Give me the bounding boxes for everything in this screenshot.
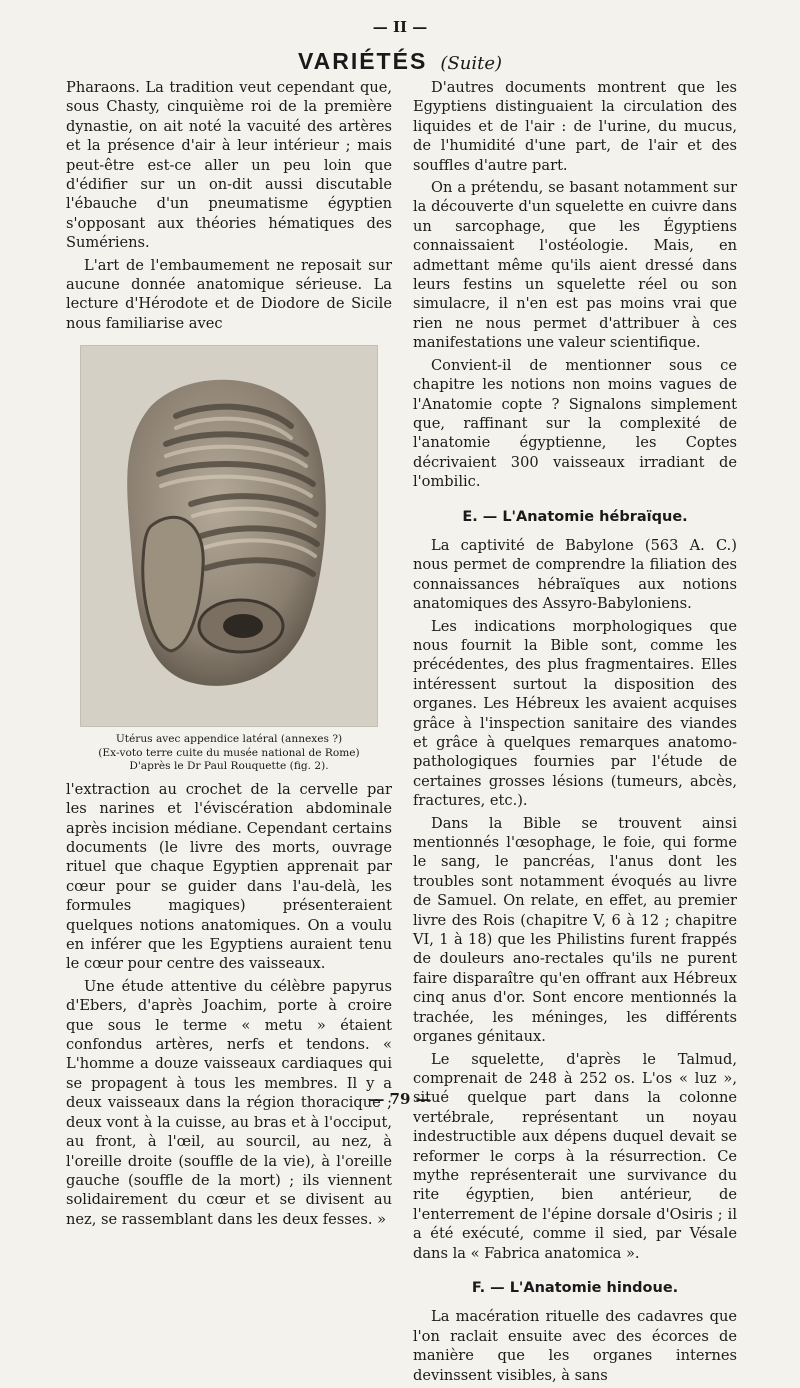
figure-caption — [66, 733, 392, 774]
caption-line: Utérus avec appendice latéral (annexes ?) — [115, 733, 343, 746]
right-column — [413, 78, 737, 1388]
section-subtitle-suite: (Suite) — [440, 53, 503, 74]
paragraph: On a prétendu, se basant notamment sur la découverte d'un squelette en cuivre dans un sarcophage, que les Égyptiens connaissaient l'ostéologie. Mais, en admettant même qu'ils aient dressé dans leurs festins un squelette réel ou son simulacre, il n'en est pas moins vrai que rien ne nous permet d'attribuer à ces manifestations une valeur scientifique. — [413, 179, 737, 352]
section-heading-hindoue: F. — L'Anatomie hindoue. — [471, 1279, 679, 1296]
paragraph: L'art de l'embaumement ne reposait sur aucune donnée anatomique sérieuse. La lecture d'Hérodote et de Diodore de Sicile nous familiarise avec — [66, 256, 392, 332]
paragraph: D'autres documents montrent que les Egyptiens distinguaient la circulation des liquides et de l'air : de l'urine, du mucus, de l'humidité d'une part, de l'air et des souffles d'autre part. — [413, 79, 737, 174]
section-title-varietes: VARIÉTÉS — [297, 48, 428, 74]
paragraph: La captivité de Babylone (563 A. C.) nous permet de comprendre la filiation des connaissances hébraïques aux notions anatomiques des Assyro-Babyloniens. — [413, 536, 737, 613]
paragraph: Convient-il de mentionner sous ce chapitre les notions non moins vagues de l'Anatomie copte ? Signalons simplement que, raffinant sur la complexité de l'anatomie égyptienne, les Coptes décrivaient 300 vaisseaux irradiant de l'ombilic. — [413, 356, 737, 491]
caption-line: D'après le Dr Paul Rouquette (fig. 2). — [129, 760, 329, 773]
page-number-bottom: — 79 — — [369, 1090, 431, 1108]
page-header — [0, 48, 800, 75]
paragraph: La macération rituelle des cadavres que l'on raclait ensuite avec des écorces de manière que les organes internes devinssent visibles, à sans — [413, 1308, 737, 1384]
caption-line: (Ex-voto terre cuite du musée national de Rome) — [98, 746, 360, 759]
paragraph: Pharaons. La tradition veut cependant que, sous Chasty, cinquième roi de la première dynastie, on ait noté la vacuité des artères et la présence d'air à leur intérieur ; mais peut-être est-ce aller un peu loin que d'édifier sur un on-dit aussi discutable l'ébauche d'un pneumatisme égyptien s'opposant aux théories hématiques des Sumériens. — [66, 79, 392, 252]
paragraph: l'extraction au crochet de la cervelle par les narines et l'éviscération abdominale après incision médiane. Cependant certains documents (le livre des morts, ouvrage rituel que chaque Egyptien apprenait par cœur pour se guider dans l'au-delà, les formules magiques) présenteraient quelques notions anatomiques. On a voulu en inférer que les Egyptiens auraient tenu le cœur pour centre des vaisseaux. — [66, 780, 392, 973]
ex-voto-illustration — [81, 346, 377, 726]
paragraph: Le squelette, d'après le Talmud, comprenait de 248 à 252 os. L'os « luz », situé quelque part dans la colonne vertébrale, représentant un noyau indestructible aux dépens duquel devait se reformer le corps à la résurrection. Ce mythe représenterait une survivance du rite égyptien, bien antérieur, de l'enterrement de l'épine dorsale d'Osiris ; il a été exécuté, comme il sied, par Vésale dans la « Fabrica anatomica ». — [413, 1050, 737, 1262]
paragraph: Dans la Bible se trouvent ainsi mentionnés l'œsophage, le foie, qui forme le sang, le pancréas, l'anus dont les troubles sont notamment évoqués au livre de Samuel. On relate, en effet, au premier livre des Rois (chapitre V, 6 à 12 ; chapitre VI, 1 à 18) que les Philistins furent frappés de douleurs ano-rectales qu'ils ne purent faire disparaître qu'en offrant aux Hébreux cinq anus d'or. Sont encore mentionnés la trachée, les méninges, les différents organes génitaux. — [413, 814, 737, 1046]
left-column — [66, 78, 392, 1232]
page-number-top: — II — — [372, 18, 428, 36]
paragraph: Une étude attentive du célèbre papyrus d'Ebers, d'après Joachim, porte à croire que sous le terme « metu » étaient confondus artères, nerfs et tendons. « L'homme a douze vaisseaux cardiaques qui se propagent à tous les membres. Il y a deux vaisseaux dans la région thoracique ; deux vont à la cuisse, au bras et à l'occiput, au front, à l'œil, au sourcil, au nez, à l'oreille droite (souffle de la vie), à l'oreille gauche (souffle de la mort) ; ils viennent solidairement du cœur et se divisent au nez, se rassemblant dans les deux fesses. » — [66, 977, 392, 1228]
section-heading-hebraique: E. — L'Anatomie hébraïque. — [462, 508, 688, 525]
uterus-ex-voto-figure — [80, 345, 378, 727]
paragraph: Les indications morphologiques que nous fournit la Bible sont, comme les précédentes, des plus fragmentaires. Elles intéressent surtout la disposition des organes. Les Hébreux les avaient acquises grâce à l'inspection sanitaire des viandes et grâce à quelques remarques anatomo-pathologiques fournies par l'étude de certaines grosses lésions (tumeurs, abcès, fractures, etc.). — [413, 617, 737, 810]
